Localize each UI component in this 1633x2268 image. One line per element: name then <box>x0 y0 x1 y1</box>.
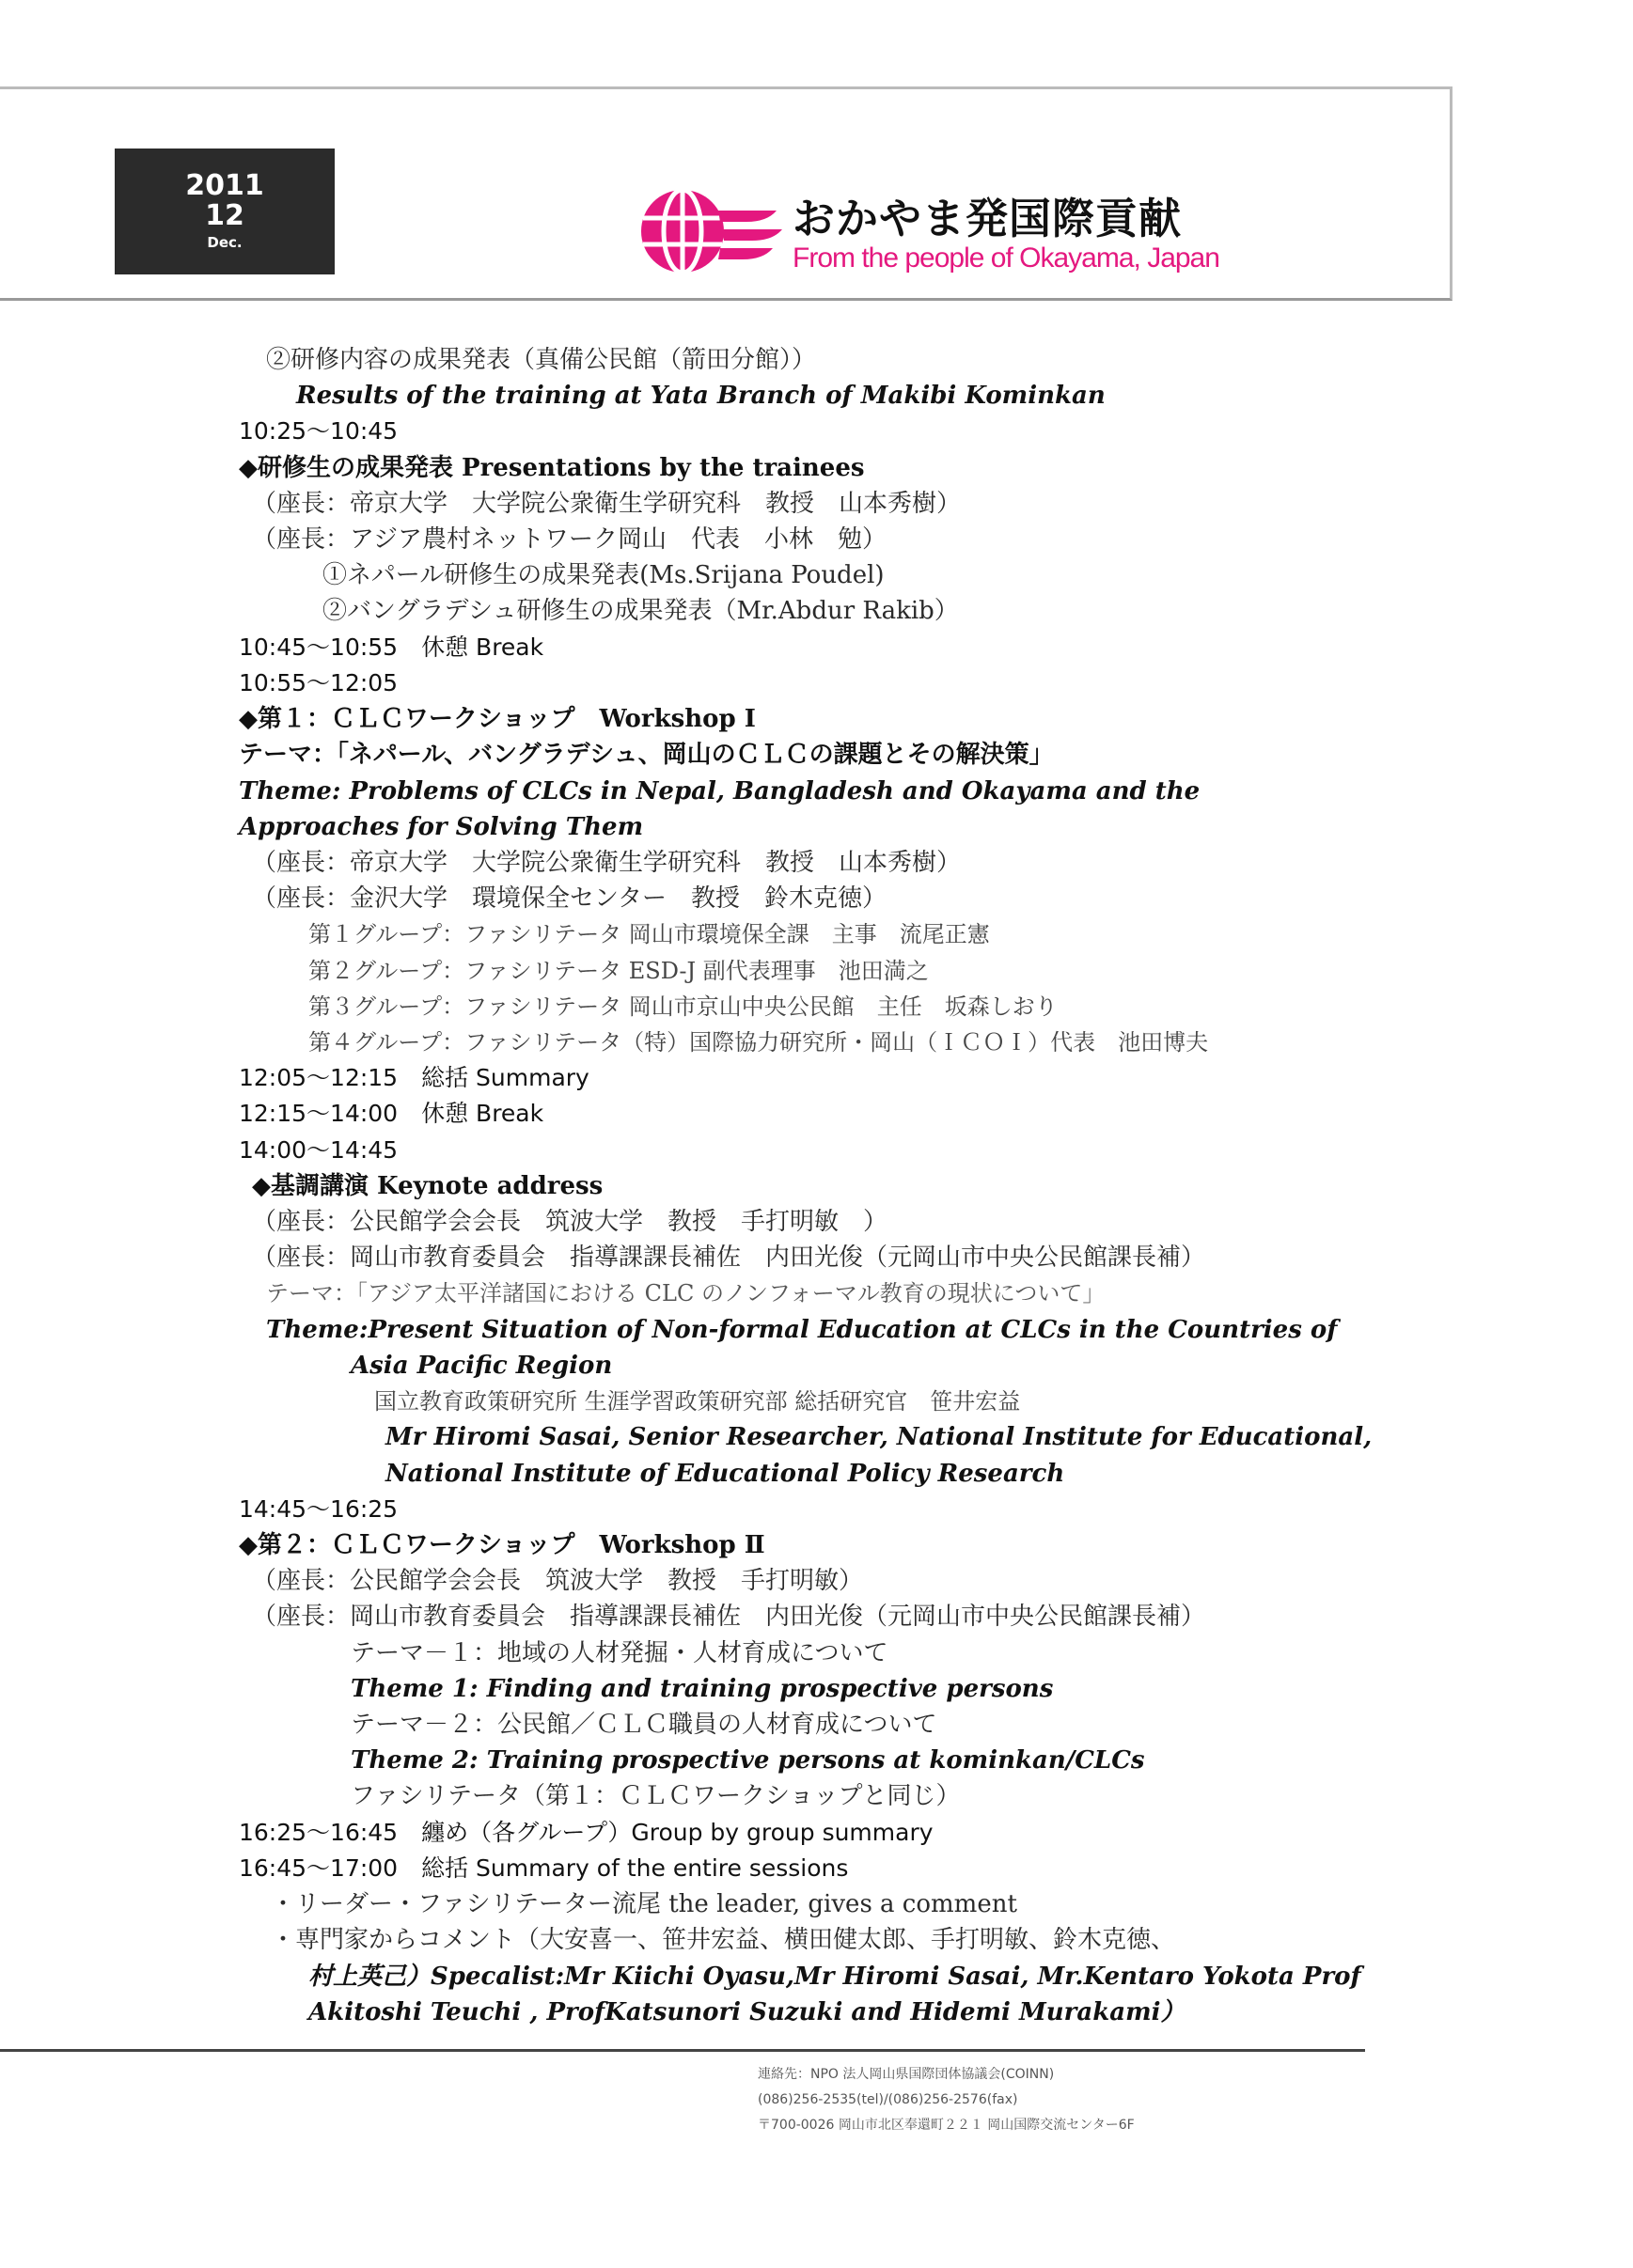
program-line: 16:25～16:45 纏め（各グループ）Group by group summary <box>239 1819 934 1846</box>
program-line: Asia Pacific Region <box>351 1352 613 1380</box>
program-line: 第３グループ：ファシリテータ 岡山市京山中央公民館 主任 坂森しおり <box>308 993 1058 1020</box>
program-line: Theme 1: Finding and training prospective persons <box>351 1675 1054 1703</box>
program-line: 国立教育政策研究所 生涯学習政策研究部 総括研究官 笹井宏益 <box>374 1388 1021 1415</box>
program-line: ・リーダー・ファシリテーター流尾 the leader, gives a comment <box>271 1890 1017 1918</box>
footer-line: 〒700-0026 岡山市北区奉還町２２１ 岡山国際交流センター6F <box>758 2118 1135 2133</box>
date-month-name: Dec. <box>207 234 243 251</box>
program-line: 10:45～10:55 休憩 Break <box>239 633 544 661</box>
program-line: National Institute of Educational Policy Research <box>385 1460 1065 1488</box>
footer-line: 連絡先：NPO 法人岡山県国際団体協議会(COINN) <box>758 2067 1055 2082</box>
program-line: Theme: Problems of CLCs in Nepal, Bangladesh and Okayama and the <box>239 777 1201 806</box>
logo-subtitle: From the people of Okayama, Japan <box>793 242 1219 274</box>
program-line: テーマ－２：公民館／ＣＬＣ職員の人材育成について <box>351 1711 937 1739</box>
program-line: 第２グループ：ファシリテータ ESD-J 副代表理事 池田満之 <box>308 958 929 984</box>
program-line: 村上英己）Specalist:Mr Kiichi Oyasu,Mr Hiromi Sasai, Mr.Kentaro Yokota Prof <box>308 1963 1361 1991</box>
date-year: 2011 <box>185 169 264 202</box>
program-line: Akitoshi Teuchi , ProfKatsunori Suzuki and Hidemi Murakami） <box>308 1998 1185 2026</box>
program-line: ②バングラデシュ研修生の成果発表（Mr.Abdur Rakib） <box>322 597 959 625</box>
program-line: ◆基調講演 Keynote address <box>252 1172 604 1200</box>
program-line: ◆第１：ＣＬＣワークショップ Workshop Ⅰ <box>239 705 756 733</box>
program-line: （座長：岡山市教育委員会 指導課課長補佐 内田光俊（元岡山市中央公民館課長補） <box>252 1243 1206 1272</box>
program-line: 第１グループ：ファシリテータ 岡山市環境保全課 主事 流尾正憲 <box>308 921 990 947</box>
program-line: 10:55～12:05 <box>239 669 399 696</box>
program-line: 12:05～12:15 総括 Summary <box>239 1064 589 1091</box>
program-line: Approaches for Solving Them <box>239 813 644 841</box>
footer-line: (086)256-2535(tel)/(086)256-2576(fax) <box>758 2092 1018 2107</box>
date-month: 12 <box>205 199 244 232</box>
footer-contact <box>758 2062 1135 2138</box>
program-line: （座長：アジア農村ネットワーク岡山 代表 小林 勉） <box>252 525 887 554</box>
program-line: 16:45～17:00 総括 Summary of the entire sessions <box>239 1854 849 1882</box>
program-line: （座長：岡山市教育委員会 指導課課長補佐 内田光俊（元岡山市中央公民館課長補） <box>252 1603 1206 1631</box>
program-line: テーマ：「ネパール、バングラデシュ、岡山のＣＬＣの課題とその解決策」 <box>239 741 1054 769</box>
program-line: ②研修内容の成果発表（真備公民館（箭田分館）） <box>266 346 817 374</box>
program-line: （座長：帝京大学 大学院公衆衛生学研究科 教授 山本秀樹） <box>252 849 962 877</box>
program-line: テーマ－１：地域の人材発掘・人材育成について <box>351 1639 888 1667</box>
program-line: （座長：公民館学会会長 筑波大学 教授 手打明敏 ） <box>252 1208 888 1236</box>
program-line: 14:45～16:25 <box>239 1495 399 1523</box>
logo-title: おかやま発国際貢献 <box>793 194 1183 243</box>
program-line: ◆研修生の成果発表 Presentations by the trainees <box>239 454 865 482</box>
program-line: （座長：公民館学会会長 筑波大学 教授 手打明敏） <box>252 1567 864 1595</box>
program-line: ◆第２：ＣＬＣワークショップ Workshop Ⅱ <box>239 1531 765 1559</box>
program-line: ①ネパール研修生の成果発表(Ms.Srijana Poudel) <box>322 561 885 589</box>
program-line: （座長：帝京大学 大学院公衆衛生学研究科 教授 山本秀樹） <box>252 490 962 518</box>
program-line: Theme 2: Training prospective persons at kominkan/CLCs <box>351 1746 1145 1775</box>
program-line: ・専門家からコメント（大安喜一、笹井宏益、横田健太郎、手打明敏、鈴木克徳、 <box>271 1926 1176 1954</box>
program-line: Theme:Present Situation of Non-formal Education at CLCs in the Countries of <box>266 1316 1338 1344</box>
program-line: （座長：金沢大学 環境保全センター 教授 鈴木克徳） <box>252 884 887 913</box>
program-line: 12:15～14:00 休憩 Break <box>239 1100 544 1127</box>
program-line: 10:25～10:45 <box>239 417 399 445</box>
program-line: ファシリテータ（第１：ＣＬＣワークショップと同じ） <box>351 1782 961 1810</box>
program-line: テーマ：「アジア太平洋諸国における CLC のノンフォーマル教育の現状について」 <box>266 1280 1106 1306</box>
program-line: 14:00～14:45 <box>239 1136 399 1164</box>
program-line: Mr Hiromi Sasai, Senior Researcher, National Institute for Educational, <box>385 1423 1373 1451</box>
program-line: Results of the training at Yata Branch of Makibi Kominkan <box>296 382 1106 410</box>
program-line: 第４グループ：ファシリテータ（特）国際協力研究所・岡山（ＩＣＯＩ）代表 池田博夫 <box>308 1029 1209 1056</box>
footer-divider <box>0 2049 1365 2052</box>
